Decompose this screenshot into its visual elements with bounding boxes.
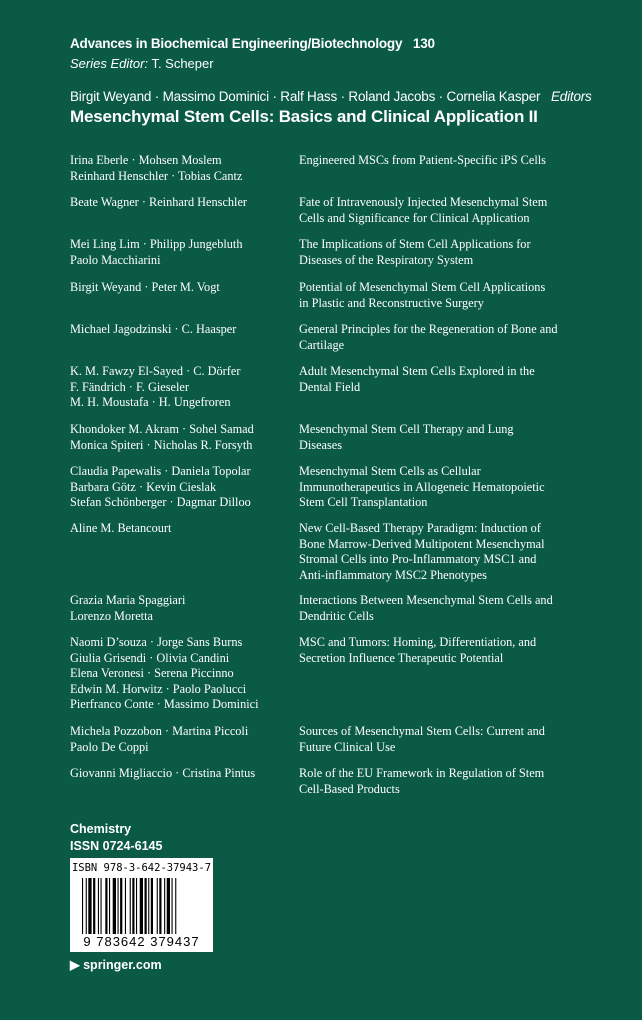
barcode-bar — [130, 878, 131, 942]
title-line: Sources of Mesenchymal Stem Cells: Current and — [299, 724, 545, 738]
title-line: Fate of Intravenously Injected Mesenchymal Stem — [299, 195, 548, 209]
chapter-authors — [70, 195, 295, 211]
chapter-authors — [70, 280, 295, 296]
barcode-bar — [140, 878, 143, 942]
author-line: Khondoker M. Akram · Sohel Samad — [70, 422, 254, 436]
author-line: Beate Wagner · Reinhard Henschler — [70, 195, 248, 209]
chapter-title — [299, 422, 579, 453]
title-line: General Principles for the Regeneration of Bone and — [299, 322, 558, 336]
author-line: Elena Veronesi · Serena Piccinno — [70, 666, 234, 680]
author-line: F. Fändrich · F. Gieseler — [70, 379, 189, 394]
title-line: Interactions Between Mesenchymal Stem Cells and — [299, 593, 553, 607]
title-line: Role of the EU Framework in Regulation of Stem — [299, 766, 545, 780]
chapter-authors — [70, 153, 295, 184]
barcode-bar — [118, 878, 119, 942]
barcode-bar — [109, 878, 110, 942]
barcode-bar — [101, 878, 102, 942]
series-title: Advances in Biochemical Engineering/Biotechnology 130 — [70, 36, 435, 51]
ean-digits: 9 783642 379437 — [83, 934, 200, 949]
barcode-bar — [120, 878, 122, 942]
barcode-bar — [125, 878, 126, 942]
author-line: Irina Eberle · Mohsen Moslem — [70, 153, 222, 167]
author-line: Grazia Maria Spaggiari — [70, 593, 186, 607]
barcode-bar — [93, 878, 95, 942]
book-title: Mesenchymal Stem Cells: Basics and Clinical Application II — [70, 107, 538, 126]
chapter-title — [299, 364, 579, 395]
title-line: Engineered MSCs from Patient-Specific iPS Cells — [299, 153, 546, 167]
chapter-title — [299, 635, 579, 666]
title-line: Cells and Significance for Clinical Application — [299, 210, 530, 225]
title-line: Anti-inflammatory MSC2 Phenotypes — [299, 567, 487, 582]
author-line: Monica Spiteri · Nicholas R. Forsyth — [70, 437, 253, 452]
author-line: K. M. Fawzy El-Sayed · C. Dörfer — [70, 364, 241, 378]
author-line: M. H. Moustafa · H. Ungefroren — [70, 395, 231, 409]
author-line: Giovanni Migliaccio · Cristina Pintus — [70, 766, 256, 780]
author-line: Aline M. Betancourt — [70, 521, 172, 535]
chapter-title — [299, 521, 579, 583]
barcode-bar — [148, 878, 149, 942]
chapter-title — [299, 237, 579, 268]
barcode-bar — [172, 878, 173, 942]
chapter-title — [299, 322, 579, 353]
title-line: Secretion Influence Therapeutic Potential — [299, 650, 504, 665]
title-line: Mesenchymal Stem Cell Therapy and Lung — [299, 422, 514, 436]
title-line: Cell-Based Products — [299, 781, 400, 796]
series-editor — [70, 56, 214, 71]
barcode-bar — [136, 878, 137, 942]
chapter-title — [299, 195, 579, 226]
title-line: Mesenchymal Stem Cells as Cellular — [299, 464, 481, 478]
title-line: The Implications of Stem Cell Applications for — [299, 237, 531, 251]
title-line: Immunotherapeutics in Allogeneic Hematopoietic — [299, 479, 545, 494]
author-line: Claudia Papewalis · Daniela Topolar — [70, 464, 251, 478]
chapter-authors — [70, 766, 295, 782]
editors-names: Birgit Weyand · Massimo Dominici · Ralf Hass · Roland Jacobs · Cornelia Kasper — [70, 89, 541, 104]
author-line: Reinhard Henschler · Tobias Cantz — [70, 168, 243, 183]
series-editor-name: T. Scheper — [151, 56, 214, 71]
issn: ISSN 0724-6145 — [70, 839, 163, 853]
barcode-bar — [88, 878, 91, 942]
barcode-bar — [175, 878, 176, 942]
editors-label: Editors — [550, 89, 592, 104]
barcode-bar — [105, 878, 107, 942]
chapter-authors — [70, 422, 295, 453]
chapter-title — [299, 464, 579, 511]
title-line: Adult Mesenchymal Stem Cells Explored in the — [299, 364, 535, 378]
chapter-authors — [70, 364, 295, 411]
barcode-bar — [157, 878, 158, 942]
chapter-authors — [70, 593, 295, 624]
author-line: Birgit Weyand · Peter M. Vogt — [70, 280, 220, 294]
chapter-title — [299, 280, 579, 311]
barcode-bar — [159, 878, 161, 942]
title-line: Stem Cell Transplantation — [299, 495, 428, 509]
chapter-authors — [70, 322, 295, 338]
subject-label: Chemistry — [70, 822, 132, 836]
barcode-bar — [151, 878, 153, 942]
chapter-authors — [70, 635, 295, 713]
author-line: Barbara Götz · Kevin Cieslak — [70, 479, 217, 494]
author-line: Naomi D’souza · Jorge Sans Burns — [70, 635, 243, 649]
arrow-right-icon: ▶ — [70, 958, 80, 972]
barcode-bar — [82, 878, 83, 942]
series-editor-label: Series Editor: — [70, 56, 149, 71]
author-line: Paolo Macchiarini — [70, 252, 161, 267]
barcode-bar — [164, 878, 165, 942]
title-line: Dental Field — [299, 379, 361, 394]
chapter-title — [299, 153, 579, 169]
barcode-bar — [132, 878, 134, 942]
chapter-authors — [70, 724, 295, 755]
title-line: Diseases — [299, 437, 343, 452]
barcode-bar — [98, 878, 99, 942]
chapter-authors — [70, 521, 295, 537]
author-line: Mei Ling Lim · Philipp Jungebluth — [70, 237, 243, 251]
author-line: Stefan Schönberger · Dagmar Dilloo — [70, 495, 251, 509]
author-line: Lorenzo Moretta — [70, 608, 153, 623]
volume-editors — [70, 89, 592, 104]
ean-number — [70, 934, 213, 949]
website-text: springer.com — [83, 958, 162, 972]
chapter-title — [299, 766, 579, 797]
chapter-authors — [70, 237, 295, 268]
chapter-authors — [70, 464, 295, 511]
title-line: Potential of Mesenchymal Stem Cell Applications — [299, 280, 546, 294]
author-line: Paolo De Coppi — [70, 739, 149, 754]
title-line: MSC and Tumors: Homing, Differentiation, and — [299, 635, 537, 649]
barcode-bar — [167, 878, 170, 942]
barcode-bar — [86, 878, 87, 942]
author-line: Pierfranco Conte · Massimo Dominici — [70, 697, 259, 711]
barcode-bar — [113, 878, 116, 942]
author-line: Giulia Grisendi · Olivia Candini — [70, 650, 230, 665]
title-line: Bone Marrow-Derived Multipotent Mesenchymal — [299, 536, 545, 551]
title-line: Cartilage — [299, 337, 345, 352]
title-line: Dendritic Cells — [299, 608, 374, 623]
title-line: New Cell-Based Therapy Paradigm: Induction of — [299, 521, 541, 535]
isbn-barcode — [70, 858, 213, 952]
author-line: Edwin M. Horwitz · Paolo Paolucci — [70, 681, 247, 696]
chapter-title — [299, 593, 579, 624]
barcode-bars — [82, 878, 202, 942]
title-line: in Plastic and Reconstructive Surgery — [299, 295, 484, 310]
isbn-text: ISBN 978-3-642-37943-7 — [71, 862, 212, 874]
chapter-title — [299, 724, 579, 755]
website-link[interactable] — [70, 957, 162, 972]
author-line: Michael Jagodzinski · C. Haasper — [70, 322, 237, 336]
title-line: Future Clinical Use — [299, 739, 396, 754]
title-line: Diseases of the Respiratory System — [299, 252, 474, 267]
title-line: Stromal Cells into Pro-Inflammatory MSC1 and — [299, 552, 537, 566]
author-line: Michela Pozzobon · Martina Piccoli — [70, 724, 249, 738]
barcode-bar — [145, 878, 147, 942]
